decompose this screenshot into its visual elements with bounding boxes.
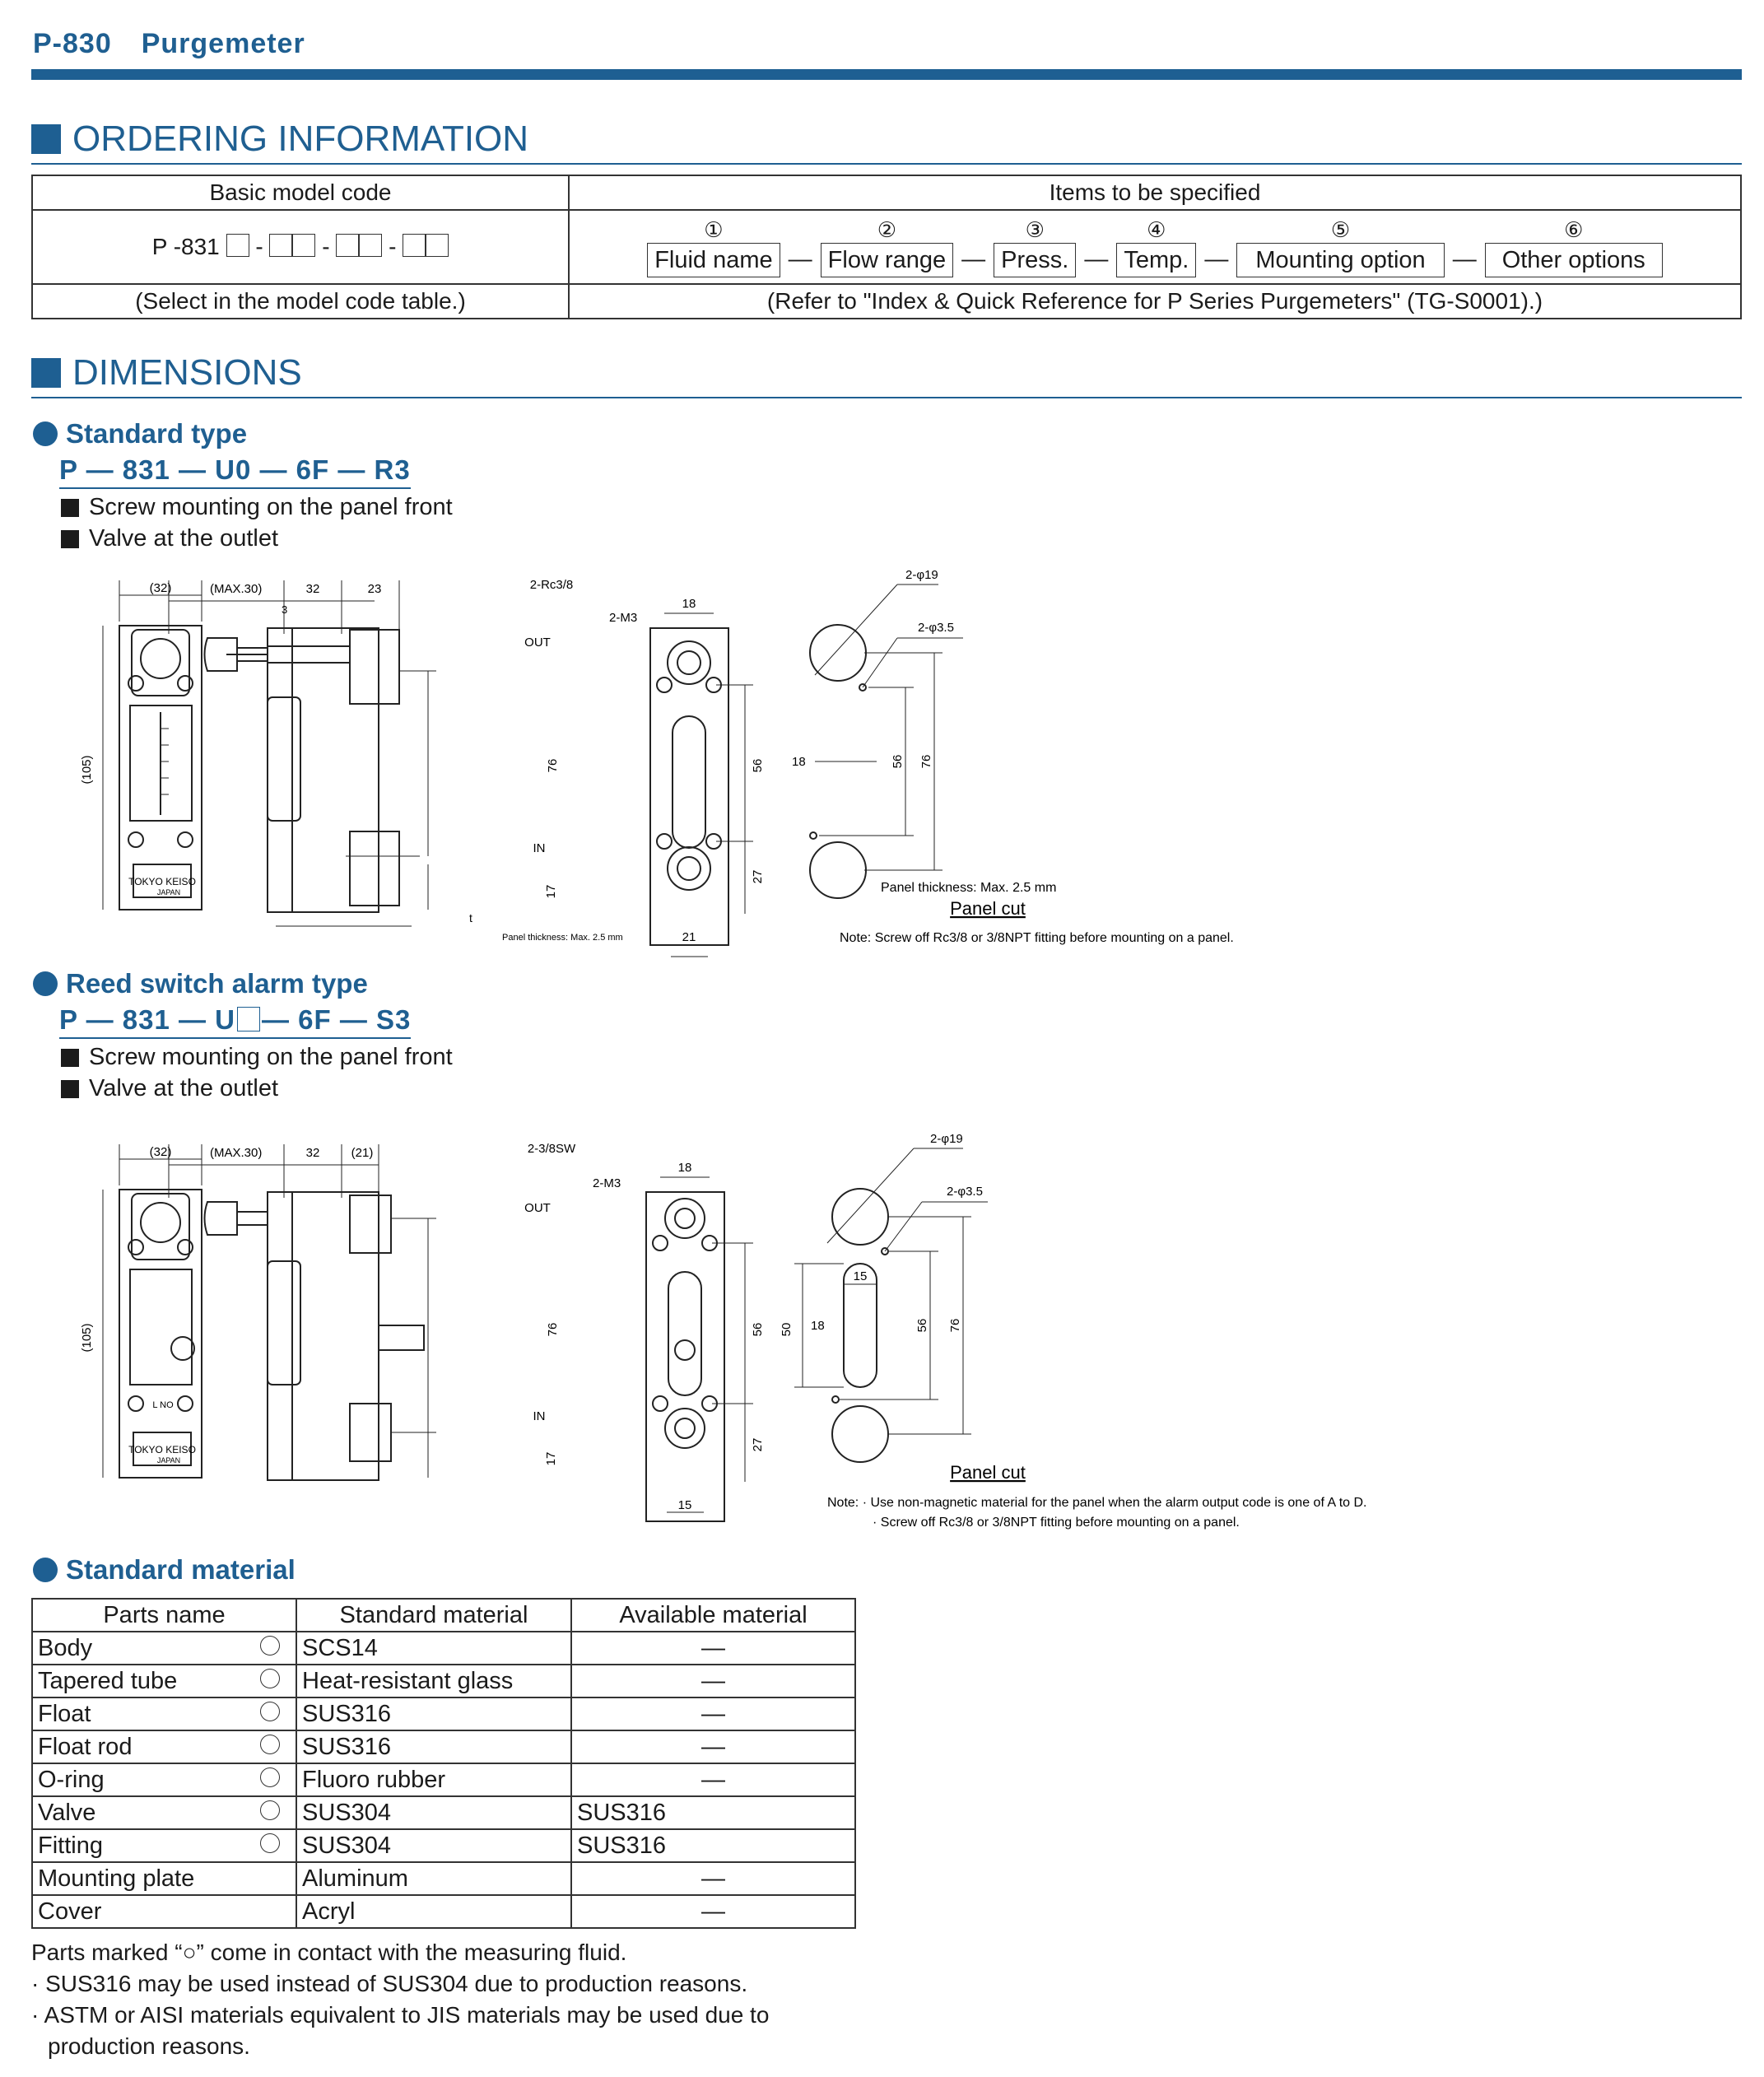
dim-label: 15	[677, 1498, 692, 1512]
contact-circle-icon	[260, 1669, 280, 1688]
brand-label: TOKYO KEISO	[128, 1444, 196, 1455]
reed-feature	[61, 1044, 453, 1071]
standard-material: SUS316	[296, 1730, 571, 1763]
dim-label: IN	[533, 841, 546, 855]
panel-cut-view	[832, 1189, 888, 1462]
spec-num: ②	[877, 217, 897, 242]
side-dim-lines	[169, 580, 436, 926]
contact-circle-icon	[260, 1636, 280, 1656]
available-material: —	[571, 1730, 855, 1763]
dim-label: 18	[677, 1161, 692, 1175]
part-name: Float	[32, 1697, 244, 1730]
code-box	[426, 234, 449, 257]
col-parts: Parts name	[32, 1599, 296, 1632]
dim-label: 2-φ3.5	[947, 1185, 983, 1199]
standard-material: SUS304	[296, 1796, 571, 1829]
available-material: —	[571, 1862, 855, 1895]
material-title-text: Standard material	[66, 1554, 296, 1585]
page-title: Purgemeter	[141, 28, 305, 59]
part-name: Tapered tube	[32, 1665, 244, 1697]
brand-label: JAPAN	[156, 1456, 181, 1465]
brand-label: JAPAN	[156, 888, 181, 896]
square-bullet-icon	[61, 530, 79, 548]
contact-circle-icon	[260, 1833, 280, 1853]
part-name: Mounting plate	[32, 1862, 244, 1895]
available-material: —	[571, 1697, 855, 1730]
panel-thickness: Panel thickness: Max. 2.5 mm	[881, 881, 1057, 895]
reed-type-title	[33, 968, 368, 999]
reed-code-pre: P — 831 — U	[59, 1004, 235, 1035]
dim-label: OUT	[524, 1201, 551, 1215]
part-name: Float rod	[32, 1730, 244, 1763]
code-box	[269, 234, 292, 257]
dim-label: 18	[792, 755, 806, 769]
dimensions-rule	[31, 397, 1742, 398]
dim-label: 56	[751, 758, 765, 773]
material-row	[32, 1632, 855, 1665]
material-row	[32, 1829, 855, 1862]
standard-feature	[61, 525, 278, 552]
ticks-front	[161, 729, 169, 794]
code-prefix: P -831	[151, 234, 220, 259]
dim-label: (MAX.30)	[210, 1146, 263, 1160]
spec-label: Mounting option	[1236, 243, 1444, 277]
square-bullet-icon	[61, 1080, 79, 1098]
contact-mark	[244, 1796, 296, 1829]
dim-label: t	[469, 911, 472, 924]
panel-cut-label: Panel cut	[950, 898, 1026, 919]
reed-dimension-drawing	[66, 1120, 1515, 1539]
standard-material: Aluminum	[296, 1862, 571, 1895]
col-basic-header: Basic model code	[32, 175, 569, 210]
dim-label: 32	[305, 582, 320, 596]
section-square-icon	[31, 358, 61, 388]
contact-circle-icon	[260, 1702, 280, 1721]
dim-label: OUT	[524, 636, 551, 650]
dim-label: (32)	[149, 581, 172, 595]
contact-mark	[244, 1763, 296, 1796]
col-standard: Standard material	[296, 1599, 571, 1632]
model-series: P-830	[33, 28, 112, 59]
material-body	[32, 1632, 855, 1928]
dim-label: 2-φ19	[905, 568, 938, 582]
spec-label: Temp.	[1116, 243, 1196, 277]
dim-label: (21)	[351, 1146, 374, 1160]
available-material: —	[571, 1665, 855, 1697]
dim-label: 76	[919, 754, 933, 769]
side-view	[205, 1192, 425, 1480]
note-line: production reasons.	[48, 2033, 250, 2059]
ordering-section-title	[31, 119, 528, 160]
part-name: O-ring	[32, 1763, 244, 1796]
lno-label: L NO	[152, 1400, 174, 1410]
dim-label: 76	[546, 758, 560, 773]
brand-label: TOKYO KEISO	[128, 876, 196, 887]
dim-label: (32)	[149, 1145, 172, 1159]
dim-label: 21	[682, 930, 696, 944]
contact-mark	[244, 1829, 296, 1862]
reed-model-code	[59, 1004, 411, 1039]
code-box	[226, 234, 249, 257]
dim-label: 23	[367, 582, 382, 596]
header-rule	[31, 69, 1742, 80]
available-material: SUS316	[571, 1796, 855, 1829]
material-notes	[31, 1937, 769, 2062]
bullet-dot-icon	[33, 421, 58, 446]
standard-feature	[61, 494, 453, 521]
feature-text: Valve at the outlet	[89, 525, 279, 552]
note-line: · ASTM or AISI materials equivalent to JIS materials may be used due to	[31, 2002, 770, 2028]
available-material: —	[571, 1763, 855, 1796]
part-name: Body	[32, 1632, 244, 1665]
part-name: Cover	[32, 1895, 244, 1928]
spec-item	[647, 217, 780, 277]
spec-item	[1236, 217, 1444, 277]
dim-label: 27	[751, 1437, 765, 1452]
ordering-title-text: ORDERING INFORMATION	[72, 119, 529, 159]
dim-label: 56	[751, 1322, 765, 1337]
dim-label: (105)	[80, 1323, 94, 1353]
standard-material: SUS316	[296, 1697, 571, 1730]
page-header	[33, 28, 305, 60]
contact-circle-icon	[260, 1800, 280, 1820]
available-material: SUS316	[571, 1829, 855, 1862]
standard-type-text: Standard type	[66, 418, 248, 449]
side-dim-lines	[169, 1144, 436, 1478]
standard-material: Heat-resistant glass	[296, 1665, 571, 1697]
contact-mark	[244, 1895, 296, 1928]
dim-label: 56	[915, 1318, 929, 1333]
col-available: Available material	[571, 1599, 855, 1632]
spec-item	[1485, 217, 1663, 277]
available-material: —	[571, 1895, 855, 1928]
dim-label: 15	[853, 1269, 868, 1283]
dim-label: (MAX.30)	[210, 582, 263, 596]
col-items-header: Items to be specified	[569, 175, 1741, 210]
dim-label: 18	[811, 1319, 825, 1333]
note-line: · SUS316 may be used instead of SUS304 due to production reasons.	[31, 1971, 748, 1996]
dim-label: 27	[751, 869, 765, 884]
contact-circle-icon	[260, 1767, 280, 1787]
standard-dimension-drawing	[66, 556, 1350, 959]
back-dim-lines	[660, 1177, 753, 1512]
spec-num: ⑤	[1330, 217, 1351, 242]
standard-material: Acryl	[296, 1895, 571, 1928]
material-title	[33, 1554, 296, 1586]
material-row	[32, 1862, 855, 1895]
material-row	[32, 1697, 855, 1730]
dim-label: 76	[948, 1318, 962, 1333]
dim-label: 2-φ3.5	[918, 621, 954, 635]
dim-label: 2-φ19	[930, 1132, 963, 1146]
dim-label: (105)	[80, 755, 94, 785]
standard-model-code: P — 831 — U0 — 6F — R3	[59, 454, 411, 489]
contact-mark	[244, 1665, 296, 1697]
contact-mark	[244, 1632, 296, 1665]
material-row	[32, 1730, 855, 1763]
feature-text: Screw mounting on the panel front	[89, 494, 453, 520]
code-box	[237, 1007, 260, 1032]
spec-dash: —	[1084, 246, 1109, 272]
spec-label: Press.	[994, 243, 1076, 277]
dim-label: 2-3/8SW	[527, 1142, 576, 1156]
spec-item	[1116, 217, 1196, 277]
spec-dash: —	[788, 246, 812, 272]
standard-material: Fluoro rubber	[296, 1763, 571, 1796]
part-name: Valve	[32, 1796, 244, 1829]
dim-label: 2-Rc3/8	[529, 578, 574, 592]
dim-label: 76	[546, 1322, 560, 1337]
dim-label: IN	[533, 1409, 546, 1423]
back-view	[650, 628, 728, 945]
dimensions-title-text: DIMENSIONS	[72, 352, 302, 393]
spec-num: ④	[1147, 217, 1166, 242]
front-view	[103, 1144, 202, 1478]
contact-mark	[244, 1730, 296, 1763]
spec-dash: —	[1452, 246, 1477, 272]
spec-item	[994, 217, 1076, 277]
reed-note: Note: · Use non-magnetic material for the panel when the alarm output code is one of A to D.	[827, 1496, 1367, 1510]
dim-label: 17	[544, 884, 558, 899]
reed-feature	[61, 1075, 278, 1102]
ordering-rule	[31, 163, 1742, 165]
bullet-dot-icon	[33, 1558, 58, 1582]
code-box	[403, 234, 426, 257]
dim-label: 32	[305, 1146, 320, 1160]
dim-label: 2-M3	[609, 611, 638, 625]
basic-model-code: P -831 - - -	[32, 210, 569, 284]
dimensions-section-title	[31, 352, 302, 394]
reed-note: · Screw off Rc3/8 or 3/8NPT fitting before mounting on a panel.	[873, 1516, 1240, 1530]
contact-mark	[244, 1697, 296, 1730]
standard-note: Note: Screw off Rc3/8 or 3/8NPT fitting before mounting on a panel.	[840, 931, 1234, 945]
dim-label: Panel thickness: Max. 2.5 mm	[502, 933, 623, 943]
square-bullet-icon	[61, 499, 79, 517]
spec-num: ⑥	[1564, 217, 1584, 242]
code-box	[359, 234, 382, 257]
material-row	[32, 1796, 855, 1829]
spec-label: Fluid name	[647, 243, 780, 277]
dim-label: 18	[682, 597, 696, 611]
material-table	[31, 1598, 856, 1929]
basic-note: (Select in the model code table.)	[32, 284, 569, 319]
spec-label: Other options	[1485, 243, 1663, 277]
ordering-table	[31, 175, 1742, 319]
spec-num: ①	[704, 217, 724, 242]
standard-material: SCS14	[296, 1632, 571, 1665]
spec-num: ③	[1025, 217, 1045, 242]
code-box	[292, 234, 315, 257]
back-view	[646, 1192, 724, 1521]
note-line: Parts marked “○” come in contact with the measuring fluid.	[31, 1940, 627, 1965]
square-bullet-icon	[61, 1049, 79, 1067]
contact-mark	[244, 1862, 296, 1895]
spec-dash: —	[1204, 246, 1229, 272]
items-note: (Refer to "Index & Quick Reference for P Series Purgemeters" (TG-S0001).)	[569, 284, 1741, 319]
contact-circle-icon	[260, 1735, 280, 1754]
dim-label: 17	[544, 1451, 558, 1466]
feature-text: Valve at the outlet	[89, 1075, 279, 1101]
material-row	[32, 1895, 855, 1928]
dim-label: 3	[282, 603, 288, 616]
dim-label: 2-M3	[593, 1176, 621, 1190]
spec-label: Flow range	[821, 243, 953, 277]
code-box	[336, 234, 359, 257]
material-row	[32, 1763, 855, 1796]
spec-dash: —	[961, 246, 986, 272]
standard-material: SUS304	[296, 1829, 571, 1862]
available-material: —	[571, 1632, 855, 1665]
panel-cut-label: Panel cut	[950, 1462, 1026, 1483]
front-view	[103, 580, 202, 910]
spec-item	[821, 217, 953, 277]
feature-text: Screw mounting on the panel front	[89, 1044, 453, 1070]
bullet-dot-icon	[33, 971, 58, 996]
dim-label: 56	[891, 754, 905, 769]
material-row	[32, 1665, 855, 1697]
side-view	[226, 628, 399, 912]
reed-code-post: — 6F — S3	[261, 1004, 412, 1035]
items-to-specify	[569, 210, 1741, 284]
part-name: Fitting	[32, 1829, 244, 1862]
standard-type-title	[33, 418, 247, 449]
reed-type-text: Reed switch alarm type	[66, 968, 368, 999]
section-square-icon	[31, 124, 61, 154]
dim-label: 50	[780, 1322, 794, 1337]
